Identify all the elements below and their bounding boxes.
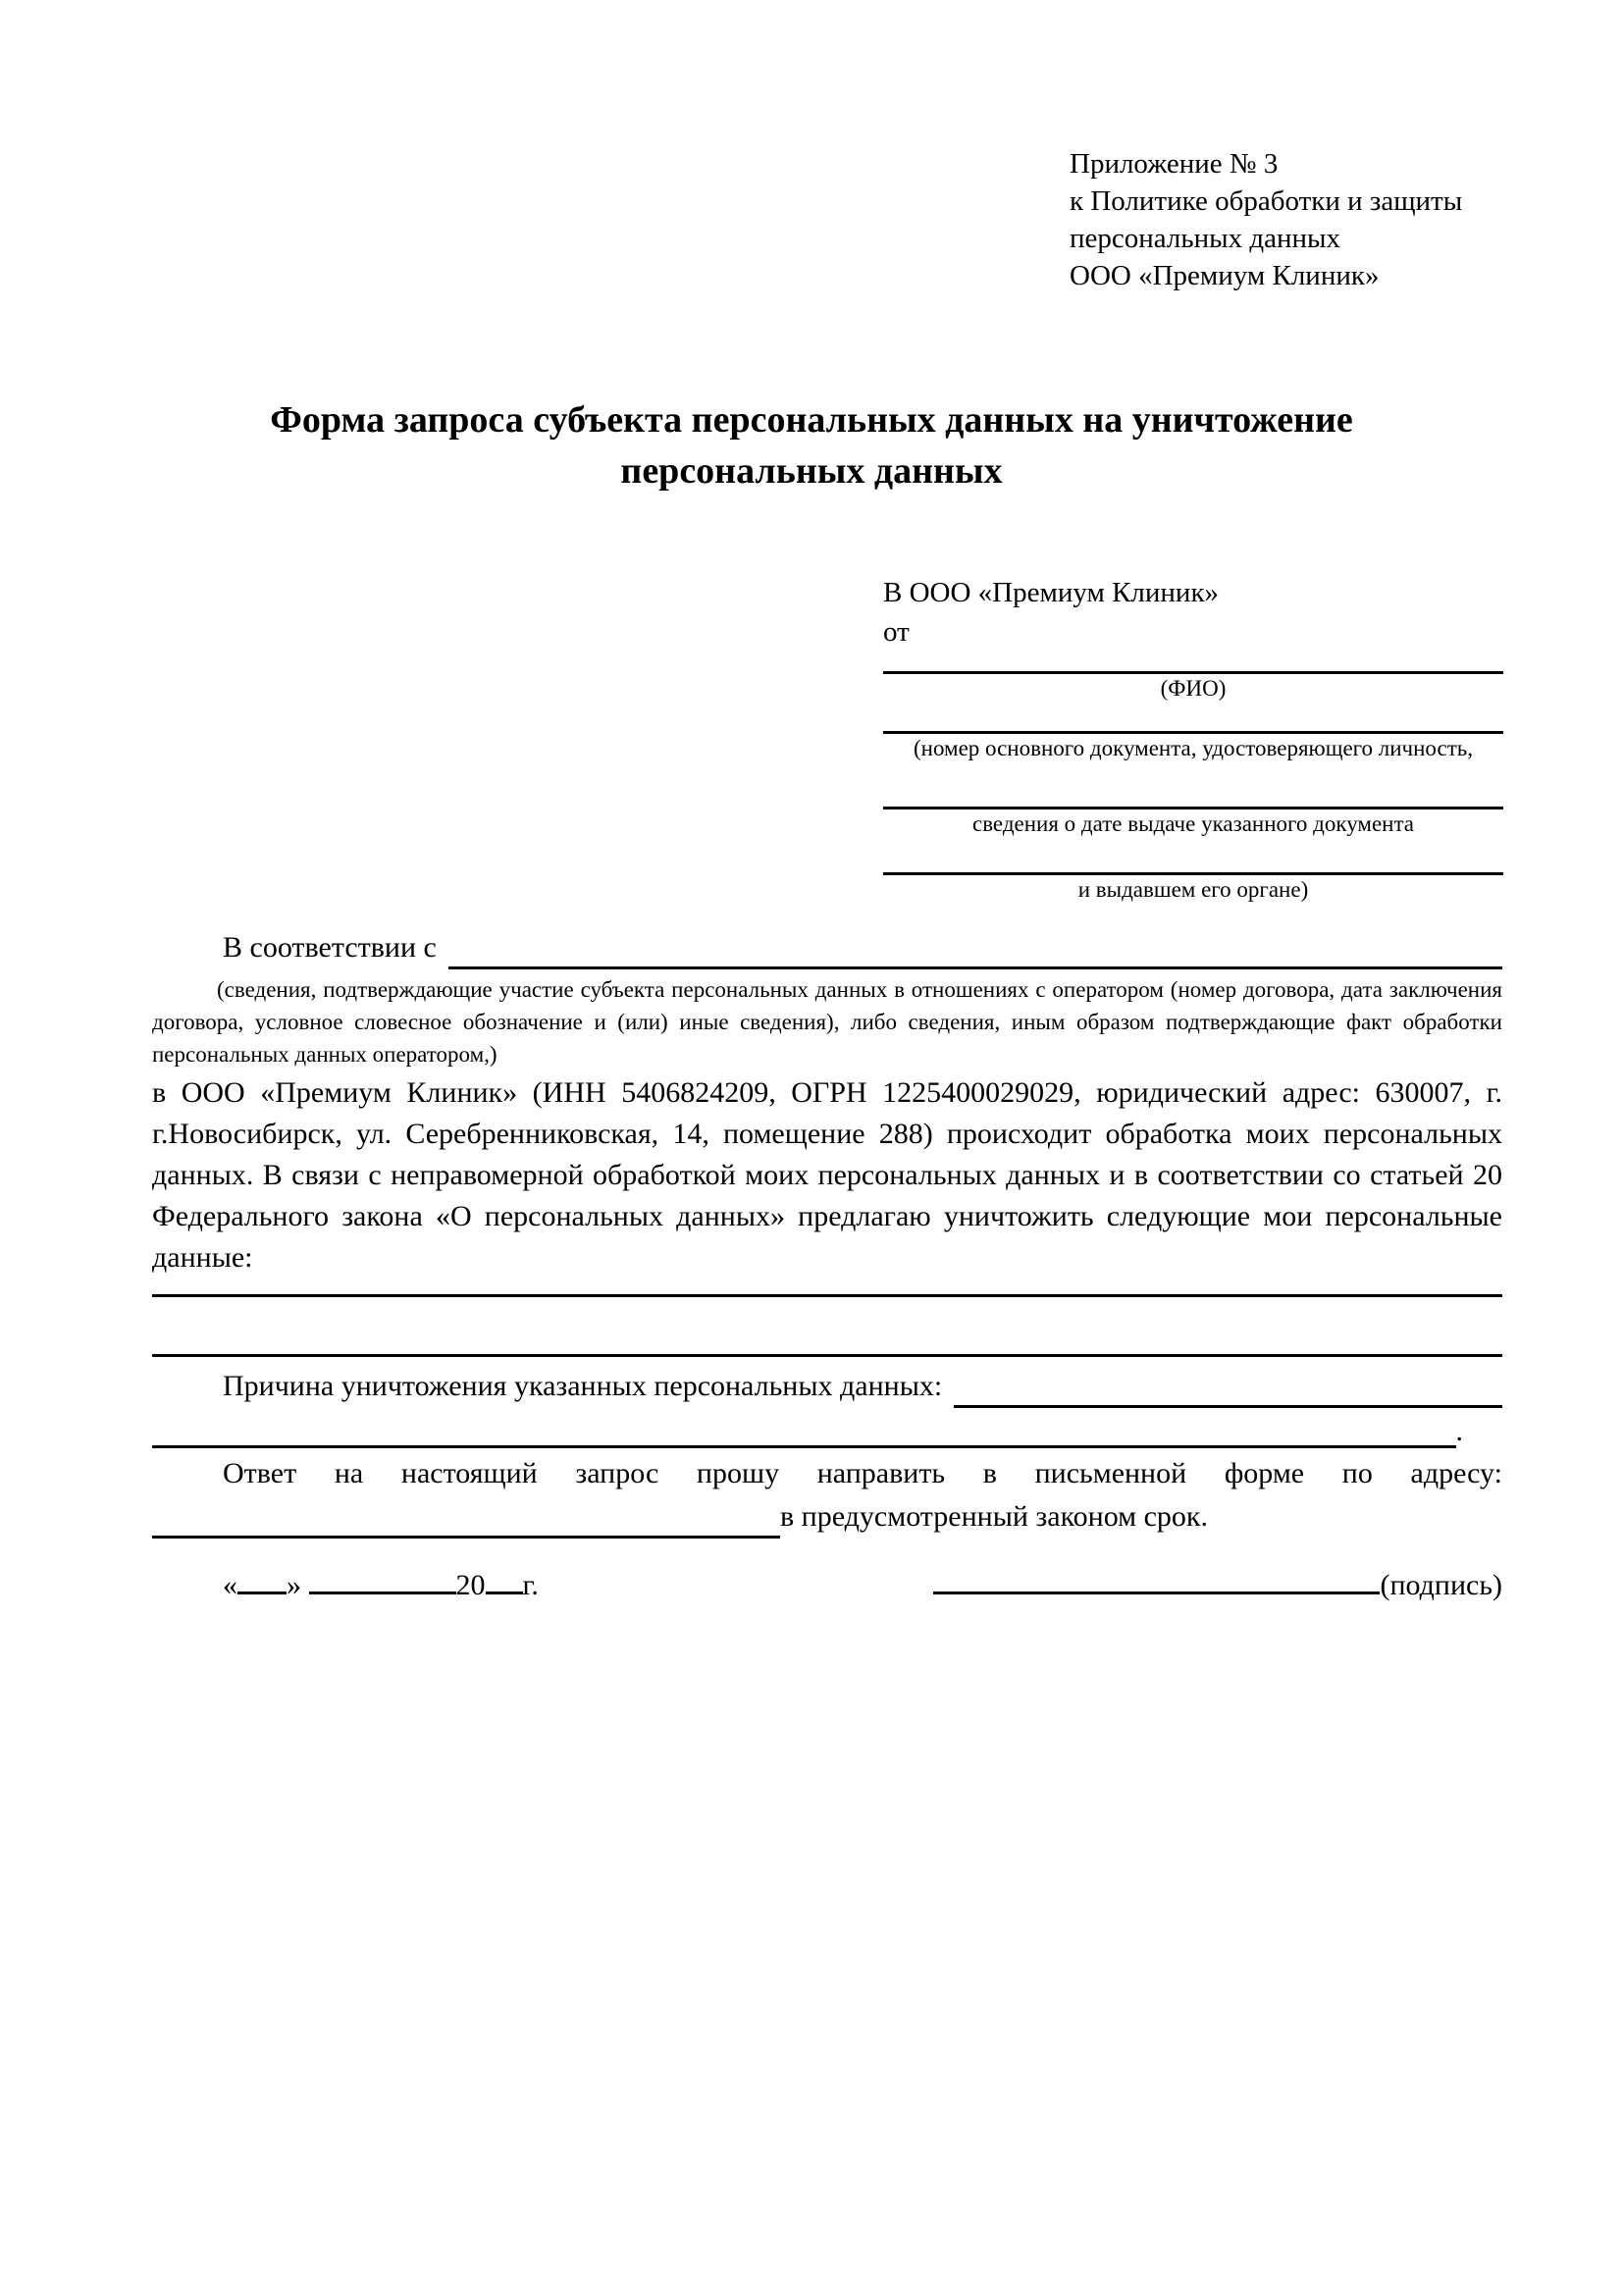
- response-address-row: [152, 1495, 1502, 1539]
- caption-issuing-authority: и выдавшем его органе): [1077, 877, 1309, 902]
- addressee-block: [883, 573, 1503, 905]
- appendix-line: ООО «Премиум Клиник»: [1070, 260, 1380, 291]
- reason-continuation-blank-line: [152, 1410, 1456, 1448]
- date-year-suffix: г.: [522, 1569, 539, 1601]
- signature-blank-line: [933, 1564, 1380, 1594]
- personal-data-blank-line-1: [152, 1278, 1502, 1297]
- blank-line-document-number: [883, 704, 1503, 734]
- date-field: [223, 1564, 539, 1607]
- document-body: [152, 926, 1502, 1607]
- reason-blank-line: [954, 1370, 1502, 1408]
- date-year-blank: [486, 1564, 523, 1594]
- date-year-prefix: 20: [455, 1569, 486, 1601]
- blank-line-issuing-authority: [883, 839, 1503, 875]
- appendix-header: [1070, 145, 1462, 294]
- form-title: Форма запроса субъекта персональных данных на уничтожение персональных данных: [270, 399, 1353, 492]
- appendix-line: Приложение № 3: [1070, 148, 1279, 180]
- line-end-period: .: [1455, 1415, 1463, 1447]
- personal-data-blank-line-2: [152, 1297, 1502, 1357]
- reason-row: [152, 1365, 1502, 1408]
- lead-in-row: [152, 926, 1502, 969]
- caption-fio: (ФИО): [1160, 676, 1227, 701]
- date-month-blank: [309, 1564, 456, 1594]
- blank-line-issue-date: [883, 763, 1503, 809]
- response-request-text: Ответ на настоящий запрос прошу направить в письменной форме по адресу:: [223, 1457, 1502, 1489]
- date-day-blank: [237, 1564, 287, 1594]
- date-quote-open: «: [223, 1569, 237, 1601]
- explanatory-note: (сведения, подтверждающие участие субъекта персональных данных в отношениях с оператором (номер договора, дата заключения договора, условное словесное обозначение и (или) иные сведения), либо сведения, иным образом подтверждающие факт обработки персональных данных оператором,): [152, 977, 1502, 1067]
- reason-continuation-row: [152, 1410, 1502, 1448]
- caption-issue-date: сведения о дате выдаче указанного документа: [971, 811, 1415, 836]
- address-blank-line: [152, 1500, 780, 1539]
- lead-in-blank-line: [448, 931, 1502, 969]
- addressee-to: В ООО «Премиум Клиник»: [883, 577, 1220, 608]
- date-signature-row: [152, 1564, 1502, 1607]
- signature-caption: (подпись): [1380, 1569, 1502, 1601]
- addressee-from-label: от: [883, 616, 910, 648]
- signature-field: [933, 1564, 1502, 1607]
- appendix-line: к Политике обработки и защиты: [1070, 185, 1463, 217]
- blank-line-fio: [883, 652, 1503, 674]
- response-suffix-text: в предусмотренный законом срок.: [780, 1500, 1208, 1533]
- reason-label: Причина уничтожения указанных персональных данных:: [223, 1370, 943, 1402]
- date-quote-close: »: [287, 1569, 301, 1601]
- lead-in-text: В соответствии с: [223, 931, 437, 964]
- caption-document-number: (номер основного документа, удостоверяющего личность,: [913, 736, 1473, 760]
- appendix-line: персональных данных: [1070, 223, 1341, 254]
- main-paragraph: в ООО «Премиум Клиник» (ИНН 5406824209, ОГРН 1225400029029, юридический адрес: 630007, г. г.Новосибирск, ул. Серебренниковская, 14, помещение 288) происходит обработка моих персональных данных. В связи с неправомерной обработкой моих персональных данных и в соответствии со статьей 20 Федерального закона «О персональных данных» предлагаю уничтожить следующие мои персональные данные:: [152, 1076, 1502, 1274]
